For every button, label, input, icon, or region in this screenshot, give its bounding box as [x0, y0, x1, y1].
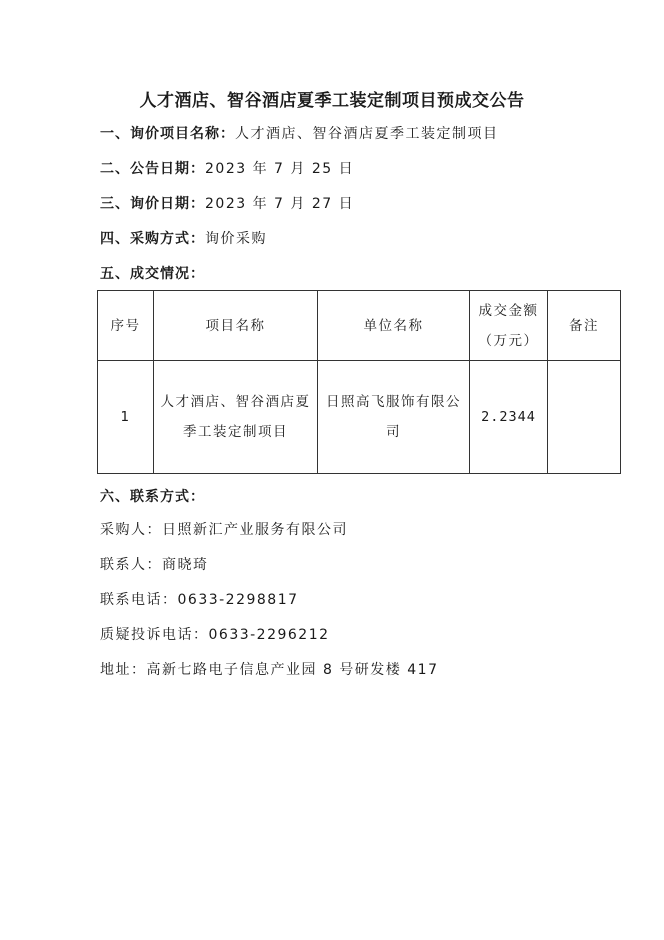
cell-note [548, 361, 621, 474]
table-row [98, 361, 621, 474]
header-amount: 成交金额（万元） [470, 291, 548, 361]
inquiry-date-value: 2023 年 7 月 27 日 [205, 196, 355, 212]
announce-date-value: 2023 年 7 月 25 日 [205, 161, 355, 177]
project-name-label: 一、询价项目名称： [100, 126, 235, 142]
page-title: 人才酒店、智谷酒店夏季工装定制项目预成交公告 [139, 91, 525, 111]
announce-date-label: 二、公告日期： [100, 161, 205, 177]
cell-amount: 2.2344 [470, 361, 548, 474]
contact-address: 地址：高新七路电子信息产业园 8 号研发楼 417 [100, 662, 439, 678]
method-value: 询价采购 [205, 231, 267, 247]
cell-unit-name: 日照高飞服饰有限公司 [318, 361, 470, 474]
method-label: 四、采购方式： [100, 231, 205, 247]
header-seq: 序号 [98, 291, 154, 361]
table-header-row [98, 291, 621, 361]
inquiry-date-label: 三、询价日期： [100, 196, 205, 212]
cell-seq: 1 [98, 361, 154, 474]
announce-date-line [100, 158, 354, 178]
contact-person: 联系人：商晓琦 [100, 557, 209, 573]
cell-project-name: 人才酒店、智谷酒店夏季工装定制项目 [154, 361, 318, 474]
project-name-value: 人才酒店、智谷酒店夏季工装定制项目 [235, 126, 499, 142]
contact-complaint-phone: 质疑投诉电话：0633-2296212 [100, 627, 330, 643]
contact-phone: 联系电话：0633-2298817 [100, 592, 299, 608]
contact-heading-label: 六、联系方式： [100, 489, 205, 505]
result-heading [100, 263, 205, 283]
header-note: 备注 [548, 291, 621, 361]
project-name-line [100, 123, 499, 143]
contact-heading [100, 486, 205, 506]
header-unit-name: 单位名称 [318, 291, 470, 361]
header-project-name: 项目名称 [154, 291, 318, 361]
method-line [100, 228, 267, 248]
contact-buyer: 采购人：日照新汇产业服务有限公司 [100, 522, 348, 538]
inquiry-date-line [100, 193, 354, 213]
result-heading-label: 五、成交情况： [100, 266, 205, 282]
result-table [97, 290, 621, 474]
